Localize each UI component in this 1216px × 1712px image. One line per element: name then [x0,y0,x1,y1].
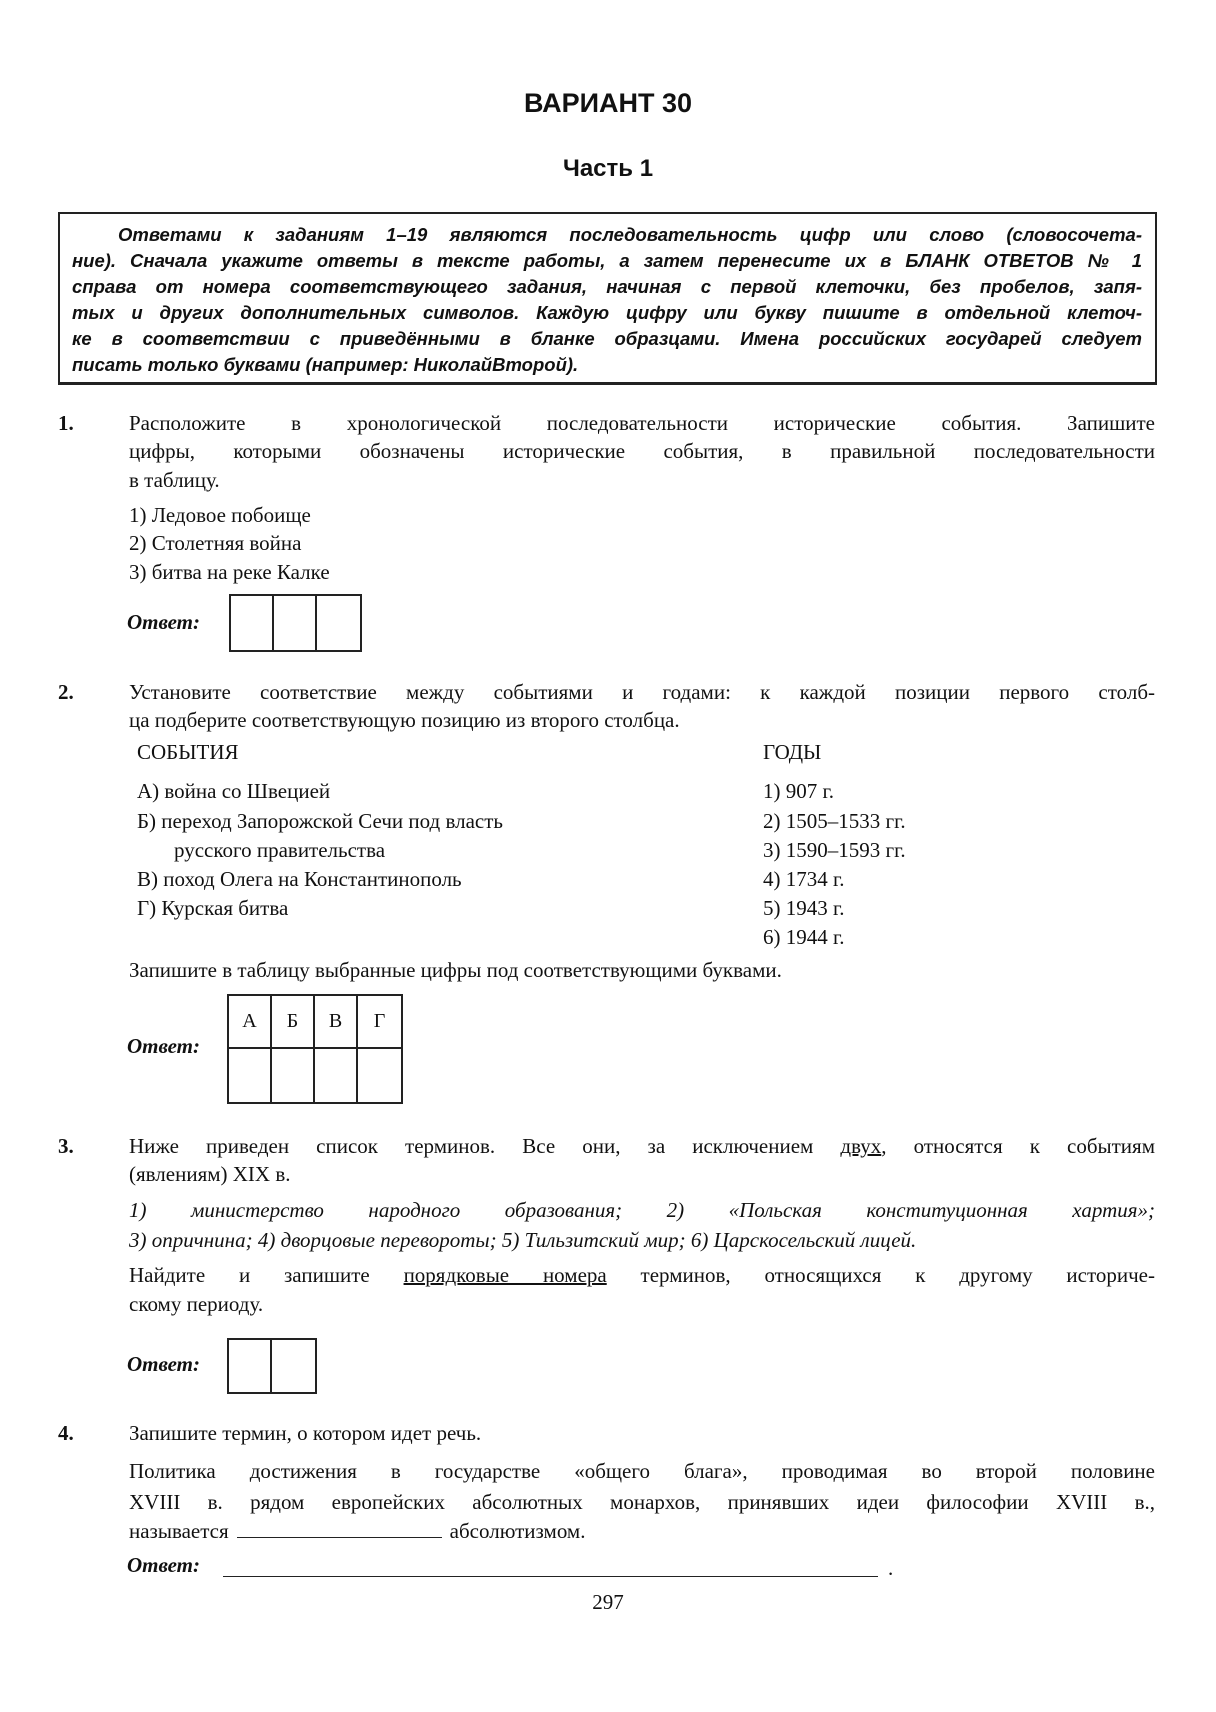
q1-answer-cells [229,594,362,652]
year-item: 6) 1944 г. [763,925,845,949]
q1-item: 2) Столетняя война [129,531,302,555]
year-item: 4) 1734 г. [763,867,845,891]
instruction-line: ние). Сначала укажите ответы в тексте работы, а затем перенесите их в БЛАНК ОТВЕТОВ № 1 [72,250,1142,271]
answer-label: Ответ: [127,1352,200,1376]
answer-end-period: . [888,1556,894,1580]
event-item: Г) Курская битва [137,896,289,920]
event-item: А) война со Швецией [137,779,331,803]
question-3-text [129,1132,1155,1160]
question-4-text: XVIII в. рядом европейских абсолютных монархов, принявших идеи философии XVIII в., [129,1490,1155,1514]
answer-cell[interactable] [317,596,360,650]
terms-list: 1) министерство народного образования; 2) «Польская конституционная хартия»; [129,1198,1155,1222]
answer-cell[interactable] [358,1049,401,1102]
question-2-number: 2. [58,680,74,704]
part-title: Часть 1 [562,155,654,182]
answer-input-line[interactable] [223,1576,878,1577]
instructions-box [58,212,1157,385]
variant-title: ВАРИАНТ 30 [523,88,693,118]
table-header-b: Б [272,996,315,1049]
question-4-text: Политика достижения в государстве «общего блага», проводимая во второй половине [129,1459,1155,1483]
answer-cell[interactable] [274,596,317,650]
year-item: 5) 1943 г. [763,896,845,920]
year-item: 3) 1590–1593 гг. [763,838,906,862]
question-2-text: ца подберите соответствующую позицию из второго столбца. [129,708,680,732]
instruction-line: справа от номера соответствующего задания, начиная с первой клеточки, без пробелов, запя- [72,276,1142,297]
text: , относятся к событиям [881,1134,1155,1158]
question-1-text: в таблицу. [129,468,220,492]
terms-list: 3) опричнина; 4) дворцовые перевороты; 5) Тильзитский мир; 6) Царскосельский лицей. [129,1228,917,1252]
question-3-task: скому периоду. [129,1292,264,1316]
underlined-word: двух [840,1134,882,1158]
question-4-number: 4. [58,1421,74,1445]
event-item: русского правительства [174,838,386,862]
text: абсолютизмом. [449,1519,586,1543]
text: терминов, относящихся к другому историче- [606,1263,1155,1287]
instruction-line: Ответами к заданиям 1–19 являются последовательность цифр или слово (словосочета- [118,224,1142,245]
answer-cell[interactable] [272,1049,315,1102]
events-header: СОБЫТИЯ [137,740,239,764]
year-item: 1) 907 г. [763,779,834,803]
instruction-line: тых и других дополнительных символов. Каждую цифру или букву пишите в отдельной клеточ- [72,302,1142,323]
question-4-lead: Запишите термин, о котором идет речь. [129,1421,482,1445]
q3-answer-cells [227,1338,317,1394]
question-3-task [129,1261,1155,1289]
text: Найдите и запишите [129,1263,404,1287]
question-1-text: Расположите в хронологической последовательности исторические события. Запишите [129,411,1155,435]
q2-answer-table [227,994,403,1104]
table-header-g: Г [358,996,401,1049]
answer-label: Ответ: [127,610,200,634]
table-header-a: А [229,996,272,1049]
answer-cell[interactable] [315,1049,358,1102]
question-1-text: цифры, которыми обозначены исторические события, в правильной последовательности [129,439,1155,463]
answer-cell[interactable] [229,1340,272,1392]
text: Ниже приведен список терминов. Все они, за исключением [129,1134,841,1158]
answer-cell[interactable] [272,1340,315,1392]
question-3-number: 3. [58,1134,74,1158]
answer-label: Ответ: [127,1553,200,1577]
answer-label: Ответ: [127,1034,200,1058]
blank-line [237,1519,442,1538]
question-2-text: Установите соответствие между событиями и годами: к каждой позиции первого столб- [129,680,1155,704]
instruction-line: ке в соответствии с приведёнными в бланке образцами. Имена российских государей следует [72,328,1142,349]
text: называется [129,1519,229,1543]
years-header: ГОДЫ [763,740,822,764]
page-number: 297 [592,1590,624,1614]
answer-cell[interactable] [229,1049,272,1102]
table-header-v: В [315,996,358,1049]
answer-cell[interactable] [231,596,274,650]
question-1-number: 1. [58,411,74,435]
question-3-text: (явлениям) XIX в. [129,1162,291,1186]
q2-instruction: Запишите в таблицу выбранные цифры под соответствующими буквами. [129,958,782,982]
q1-item: 1) Ледовое побоище [129,503,311,527]
event-item: Б) переход Запорожской Сечи под власть [137,809,503,833]
question-4-text [129,1517,585,1545]
instruction-line: писать только буквами (например: НиколайВторой). [72,354,579,375]
q1-item: 3) битва на реке Калке [129,560,330,584]
underlined-phrase: порядковые номера [403,1263,607,1287]
year-item: 2) 1505–1533 гг. [763,809,906,833]
event-item: В) поход Олега на Константинополь [137,867,462,891]
